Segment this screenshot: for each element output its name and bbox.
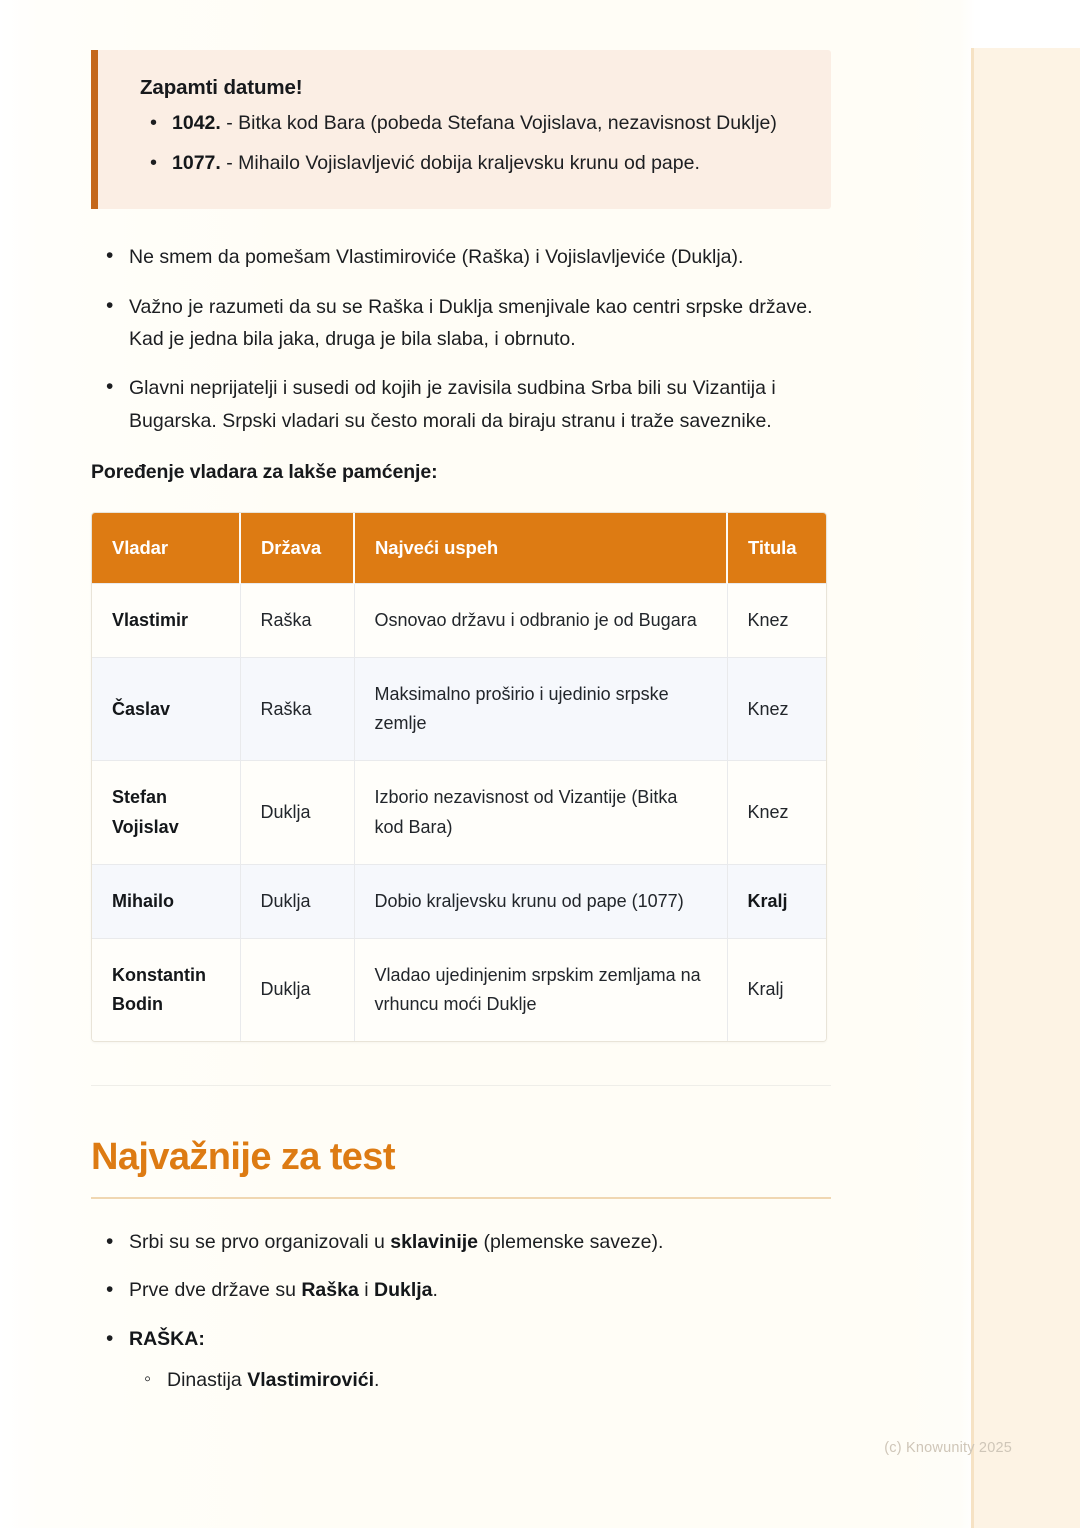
list-item <box>129 1275 831 1306</box>
plain-text: Srbi su se prvo organizovali u <box>129 1231 391 1254</box>
remember-dates-callout <box>91 50 831 209</box>
callout-date-text: - Bitka kod Bara (pobeda Stefana Vojislava, nezavisnost Duklje) <box>220 112 777 134</box>
callout-date-item <box>170 108 801 140</box>
column-header-drzava: Država <box>240 513 354 584</box>
list-item: • Važno je razumeti da su se Raška i Duklja smenjivale kao centri srpske države. Kad je jedna bila jaka, druga je bila slaba, i obrnuto. <box>129 291 831 356</box>
cell-drzava: Duklja <box>240 864 354 938</box>
table-row <box>92 864 827 938</box>
plain-text: (plemenske saveze). <box>478 1231 664 1254</box>
callout-date-list <box>140 108 801 179</box>
callout-date-year: 1077. <box>172 151 221 174</box>
column-header-titula: Titula <box>727 513 827 584</box>
emphasis-text: Raška <box>301 1279 359 1302</box>
cell-drzava: Duklja <box>240 761 354 864</box>
cell-uspeh: Dobio kraljevsku krunu od pape (1077) <box>354 864 727 938</box>
emphasis-text: sklavinije <box>390 1231 479 1254</box>
column-header-uspeh: Najveći uspeh <box>354 513 727 584</box>
emphasis-text: RAŠKA: <box>129 1327 205 1350</box>
cell-drzava: Duklja <box>240 938 354 1041</box>
table-row <box>92 761 827 864</box>
list-item <box>129 1324 831 1396</box>
cell-vladar: Vlastimir <box>92 583 240 657</box>
table-header-row <box>92 513 827 584</box>
emphasis-text: Duklja <box>373 1279 433 1302</box>
cell-titula: Kralj <box>727 864 827 938</box>
table-row <box>92 583 827 657</box>
table-row <box>92 938 827 1041</box>
sub-list-item <box>167 1365 831 1396</box>
cell-drzava: Raška <box>240 583 354 657</box>
cell-titula: Knez <box>727 583 827 657</box>
column-header-vladar: Vladar <box>92 513 240 584</box>
cell-uspeh: Vladao ujedinjenim srpskim zemljama na vrhuncu moći Duklje <box>354 938 727 1041</box>
table-caption: Poređenje vladara za lakše pamćenje: <box>91 460 438 483</box>
table-row <box>92 658 827 761</box>
plain-text: . <box>374 1368 380 1391</box>
list-item <box>129 1227 831 1258</box>
rulers-comparison-table <box>91 512 827 1042</box>
document-content <box>91 0 831 1413</box>
sub-list <box>129 1365 831 1396</box>
plain-text: i <box>358 1279 374 1302</box>
cell-vladar: Časlav <box>92 658 240 761</box>
plain-text: Prve dve države su <box>129 1279 302 1302</box>
table-head <box>92 513 827 584</box>
cell-uspeh: Izborio nezavisnost od Vizantije (Bitka kod Bara) <box>354 761 727 864</box>
cell-vladar: Konstantin Bodin <box>92 938 240 1041</box>
callout-date-text: - Mihailo Vojislavljević dobija kraljevsku krunu od pape. <box>220 151 700 174</box>
cell-vladar: Stefan Vojislav <box>92 761 240 864</box>
callout-date-item <box>170 148 801 180</box>
cell-vladar: Mihailo <box>92 864 240 938</box>
emphasis-text: Vlastimirovići <box>247 1368 375 1391</box>
cell-uspeh: Maksimalno proširio i ujedinio srpske zemlje <box>354 658 727 761</box>
cell-titula: Kralj <box>727 938 827 1041</box>
list-item: • Ne smem da pomešam Vlastimiroviće (Raška) i Vojislavljeviće (Duklja). <box>129 241 831 273</box>
cell-drzava: Raška <box>240 658 354 761</box>
plain-text: . <box>432 1279 438 1302</box>
callout-date-year: 1042. <box>172 112 221 134</box>
watermark: (c) Knowunity 2025 <box>884 1440 1012 1456</box>
page-title: Najvažnije za test <box>91 1136 831 1199</box>
list-item: • Glavni neprijatelji i susedi od kojih je zavisila sudbina Srba bili su Vizantija i Bugarska. Srpski vladari su često morali da biraju stranu i traže saveznike. <box>129 372 831 437</box>
cell-uspeh: Osnovao državu i odbranio je od Bugara <box>354 583 727 657</box>
callout-title: Zapamti datume! <box>140 76 303 99</box>
notes-list <box>91 241 831 437</box>
table-body <box>92 583 827 1041</box>
cell-titula: Knez <box>727 761 827 864</box>
cell-titula: Knez <box>727 658 827 761</box>
plain-text: Dinastija <box>167 1368 248 1391</box>
test-summary-list <box>91 1227 831 1396</box>
section-divider <box>91 1085 831 1086</box>
